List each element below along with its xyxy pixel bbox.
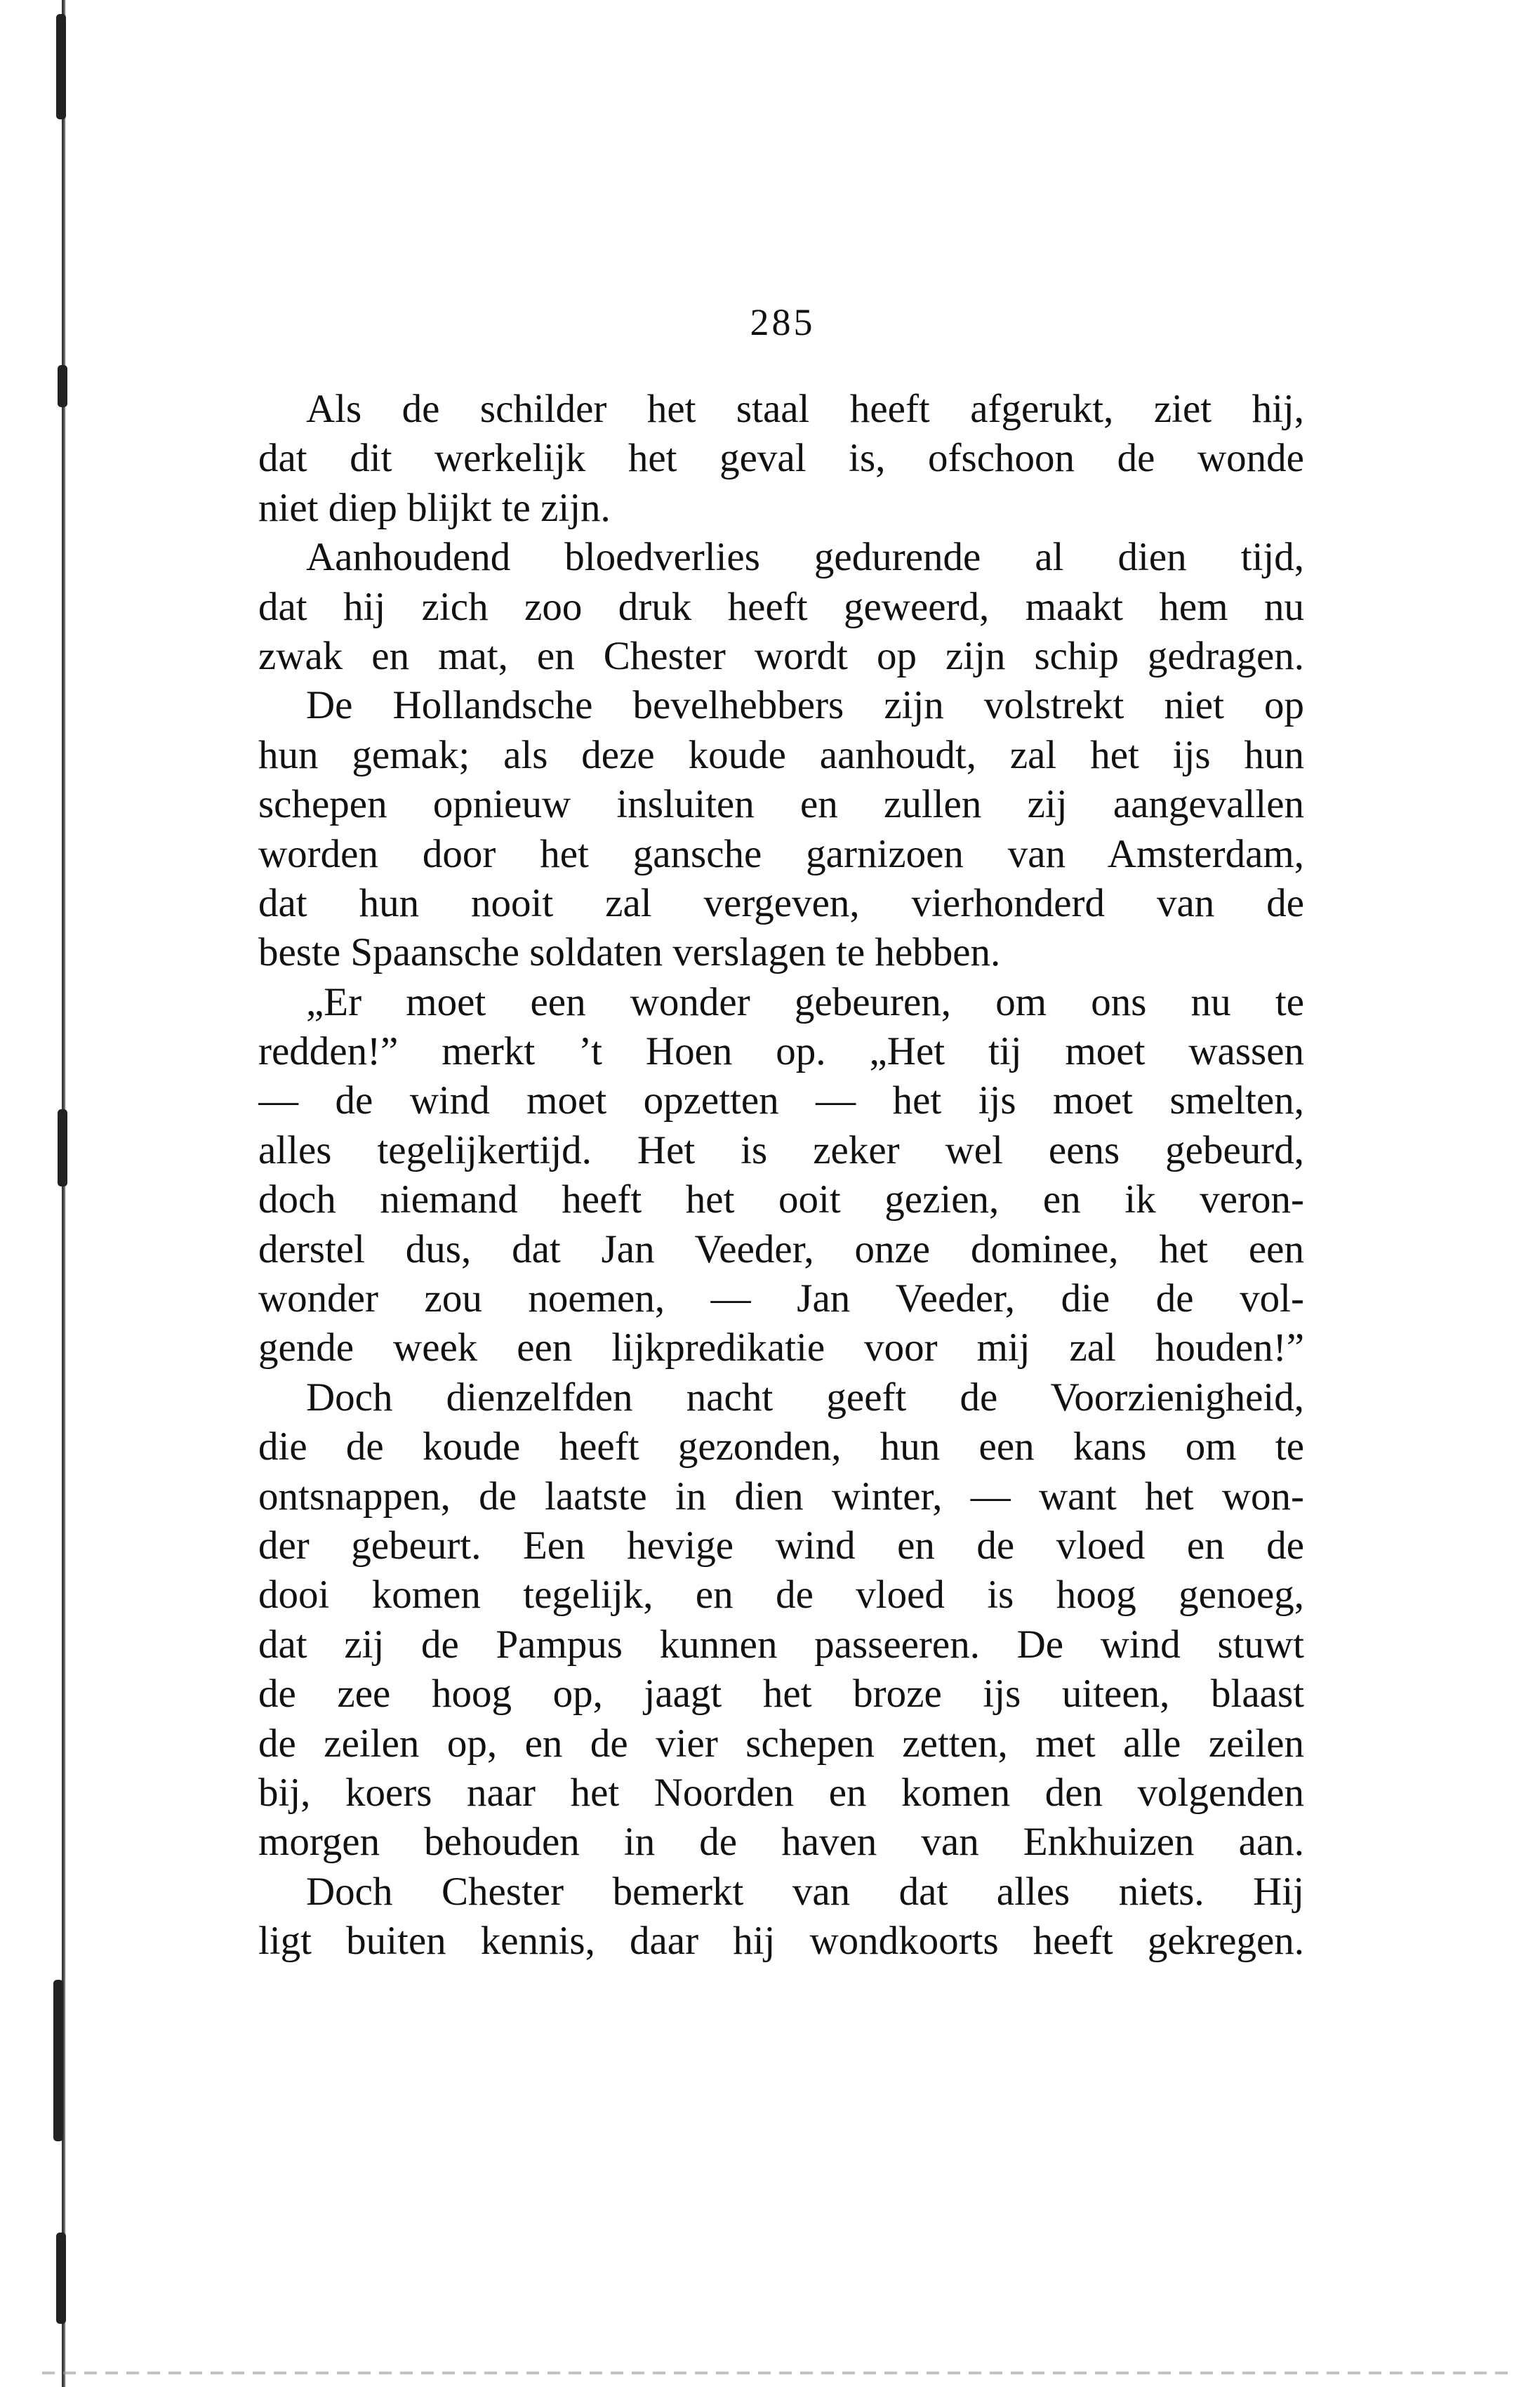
text-line: alles tegelijkertijd. Het is zeker wel eens gebeurd,: [258, 1128, 1304, 1172]
text-line: derstel dus, dat Jan Veeder, onze dominee, het een: [258, 1226, 1304, 1271]
binding-mark: [58, 1109, 67, 1186]
text-line: Doch dienzelfden nacht geeft de Voorzienigheid,: [306, 1375, 1304, 1420]
text-line: die de koude heeft gezonden, hun een kans om te: [258, 1424, 1304, 1469]
text-line: schepen opnieuw insluiten en zullen zij aangevallen: [258, 782, 1304, 827]
page-bottom-edge: [42, 2372, 1516, 2374]
text-line: beste Spaansche soldaten verslagen te hebben.: [258, 930, 1001, 975]
text-line: der gebeurt. Een hevige wind en de vloed en de: [258, 1523, 1304, 1568]
text-line: ontsnappen, de laatste in dien winter, — want het won-: [258, 1474, 1304, 1519]
paragraph: [258, 533, 1304, 681]
text-line: gende week een lijkpredikatie voor mij zal houden!”: [258, 1325, 1304, 1370]
text-line: morgen behouden in de haven van Enkhuizen aan.: [258, 1820, 1304, 1865]
text-line: Doch Chester bemerkt van dat alles niets. Hij: [306, 1869, 1304, 1914]
binding-mark: [56, 2233, 66, 2324]
text-line: ligt buiten kennis, daar hij wondkoorts heeft gekregen.: [258, 1919, 1304, 1964]
text-line: bij, koers naar het Noorden en komen den volgenden: [258, 1770, 1304, 1815]
text-line: dat zij de Pampus kunnen passeeren. De wind stuwt: [258, 1622, 1304, 1667]
text-line: dat dit werkelijk het geval is, ofschoon de wonde: [258, 436, 1304, 481]
binding-mark: [53, 1980, 63, 2141]
text-line: De Hollandsche bevelhebbers zijn volstrekt niet op: [306, 683, 1304, 728]
text-line: worden door het gansche garnizoen van Amsterdam,: [258, 831, 1304, 876]
text-line: „Er moet een wonder gebeuren, om ons nu te: [306, 979, 1304, 1024]
text-line: — de wind moet opzetten — het ijs moet smelten,: [258, 1078, 1304, 1123]
text-line: Als de schilder het staal heeft afgerukt, ziet hij,: [306, 387, 1304, 431]
binding-mark: [56, 14, 66, 119]
text-line: zwak en mat, en Chester wordt op zijn schip gedragen.: [258, 633, 1304, 678]
binding-mark: [58, 365, 67, 407]
paragraph: [258, 681, 1304, 977]
body-text: [258, 385, 1304, 1966]
text-line: de zee hoog op, jaagt het broze ijs uiteen, blaast: [258, 1672, 1304, 1717]
paragraph: [258, 385, 1304, 533]
text-line: dat hij zich zoo druk heeft geweerd, maakt hem nu: [258, 584, 1304, 629]
paragraph: [258, 1867, 1304, 1966]
text-line: de zeilen op, en de vier schepen zetten, met alle zeilen: [258, 1721, 1304, 1766]
text-line: dat hun nooit zal vergeven, vierhonderd van de: [258, 880, 1304, 925]
text-line: Aanhoudend bloedverlies gedurende al dien tijd,: [306, 535, 1304, 580]
page-number: 285: [750, 301, 816, 343]
text-line: hun gemak; als deze koude aanhoudt, zal het ijs hun: [258, 732, 1304, 777]
text-line: redden!” merkt ’t Hoen op. „Het tij moet wassen: [258, 1029, 1304, 1074]
text-line: dooi komen tegelijk, en de vloed is hoog genoeg,: [258, 1573, 1304, 1618]
text-line: wonder zou noemen, — Jan Veeder, die de vol-: [258, 1276, 1304, 1321]
text-line: niet diep blijkt te zijn.: [258, 485, 611, 530]
paragraph: [258, 1373, 1304, 1867]
paragraph: [258, 978, 1304, 1373]
text-line: doch niemand heeft het ooit gezien, en ik veron-: [258, 1177, 1304, 1222]
